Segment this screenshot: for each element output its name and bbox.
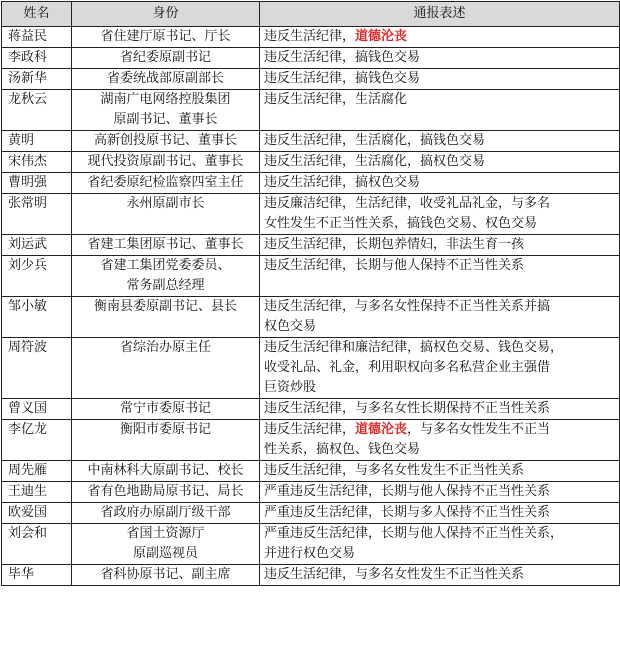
description-line bbox=[264, 235, 615, 255]
report-description bbox=[260, 235, 620, 256]
person-name: 刘会和 bbox=[2, 524, 72, 565]
description-text: 收受礼品、礼金，利用职权向多名私营企业主强借 bbox=[264, 360, 551, 375]
identity-line: 省纪委原纪检监察四室主任 bbox=[87, 175, 244, 190]
report-description bbox=[260, 297, 620, 338]
person-identity bbox=[72, 69, 260, 90]
description-line bbox=[264, 173, 615, 193]
person-name: 李亿龙 bbox=[2, 420, 72, 461]
table-row bbox=[2, 194, 620, 235]
report-description bbox=[260, 565, 620, 586]
table-row bbox=[2, 482, 620, 503]
header-row bbox=[2, 2, 620, 27]
identity-line: 省建工集团党委委员、 bbox=[100, 258, 231, 273]
identity-line: 中南林科大原副书记、校长 bbox=[87, 463, 244, 478]
table-row bbox=[2, 565, 620, 586]
identity-line: 省综治办原主任 bbox=[119, 340, 211, 355]
description-text: 违反生活纪律，与多名女性发生不正当性关系 bbox=[264, 567, 525, 582]
person-name: 李政科 bbox=[2, 48, 72, 69]
person-name: 毕华 bbox=[2, 565, 72, 586]
table-row bbox=[2, 69, 620, 90]
person-identity bbox=[72, 131, 260, 152]
description-text: 违反生活纪律，搞钱色交易 bbox=[264, 71, 421, 86]
report-description bbox=[260, 152, 620, 173]
description-line bbox=[264, 297, 615, 317]
description-line bbox=[264, 399, 615, 419]
description-text: 违反生活纪律，长期与他人保持不正当性关系 bbox=[264, 258, 525, 273]
table-row bbox=[2, 297, 620, 338]
person-identity bbox=[72, 482, 260, 503]
description-text: 严重违反生活纪律，长期与多人保持不正当性关系 bbox=[264, 505, 551, 520]
identity-line: 原副巡视员 bbox=[132, 546, 198, 561]
person-name: 汤新华 bbox=[2, 69, 72, 90]
person-name: 龙秋云 bbox=[2, 90, 72, 131]
report-description bbox=[260, 90, 620, 131]
identity-line: 省住建厅原书记、厅长 bbox=[100, 29, 231, 44]
description-text: 权色交易 bbox=[264, 319, 317, 334]
person-name: 刘运武 bbox=[2, 235, 72, 256]
identity-line: 省有色地勘局原书记、局长 bbox=[87, 484, 244, 499]
report-description bbox=[260, 69, 620, 90]
description-line bbox=[264, 317, 615, 337]
table-row bbox=[2, 399, 620, 420]
description-text: 违反廉洁纪律，生活纪律，收受礼品礼金，与多名 bbox=[264, 196, 551, 211]
report-description bbox=[260, 420, 620, 461]
description-text: 违反生活纪律，生活腐化，搞钱色交易 bbox=[264, 133, 486, 148]
identity-line: 省委统战部原副部长 bbox=[106, 71, 224, 86]
description-line bbox=[264, 565, 615, 585]
report-description bbox=[260, 256, 620, 297]
person-identity bbox=[72, 297, 260, 338]
report-description bbox=[260, 338, 620, 399]
person-identity bbox=[72, 420, 260, 461]
description-line bbox=[264, 256, 615, 276]
person-name: 周先雁 bbox=[2, 461, 72, 482]
description-line bbox=[264, 48, 615, 68]
description-line bbox=[264, 90, 615, 110]
table-row bbox=[2, 152, 620, 173]
disciplinary-report-table bbox=[1, 1, 620, 586]
person-identity bbox=[72, 524, 260, 565]
person-identity bbox=[72, 48, 260, 69]
person-identity bbox=[72, 399, 260, 420]
identity-line: 省科协原书记、副主席 bbox=[100, 567, 231, 582]
description-line bbox=[264, 482, 615, 502]
description-text: 违反生活纪律，与多名女性保持不正当性关系并搞 bbox=[264, 299, 551, 314]
description-line bbox=[264, 214, 615, 234]
description-text: 违反生活纪律，与多名女性发生不正当性关系 bbox=[264, 463, 525, 478]
report-description bbox=[260, 173, 620, 194]
description-line bbox=[264, 503, 615, 523]
description-text: 违反生活纪律，生活腐化，搞权色交易 bbox=[264, 154, 486, 169]
table-row bbox=[2, 48, 620, 69]
identity-line: 常宁市委原书记 bbox=[119, 401, 211, 416]
report-description bbox=[260, 503, 620, 524]
description-line bbox=[264, 131, 615, 151]
report-description bbox=[260, 461, 620, 482]
person-name: 刘少兵 bbox=[2, 256, 72, 297]
report-description bbox=[260, 27, 620, 48]
highlighted-phrase: 道德沦丧 bbox=[355, 29, 408, 44]
description-line bbox=[264, 69, 615, 89]
table-row bbox=[2, 338, 620, 399]
identity-line: 省国土资源厅 bbox=[126, 526, 205, 541]
header-description: 通报表述 bbox=[260, 2, 620, 27]
table-row bbox=[2, 461, 620, 482]
person-identity bbox=[72, 27, 260, 48]
description-text: 性关系，搞权色、钱色交易 bbox=[264, 442, 421, 457]
description-text: 严重违反生活纪律，长期与他人保持不正当性关系 bbox=[264, 484, 551, 499]
person-name: 曾义国 bbox=[2, 399, 72, 420]
report-description bbox=[260, 482, 620, 503]
person-name: 欧爱国 bbox=[2, 503, 72, 524]
description-line bbox=[264, 420, 615, 440]
table-row bbox=[2, 420, 620, 461]
person-identity bbox=[72, 503, 260, 524]
description-line bbox=[264, 440, 615, 460]
description-text: 违反生活纪律，搞权色交易 bbox=[264, 175, 421, 190]
description-text: 违反生活纪律，与多名女性长期保持不正当性关系 bbox=[264, 401, 551, 416]
identity-line: 衡阳市委原书记 bbox=[119, 422, 211, 437]
person-identity bbox=[72, 461, 260, 482]
description-text: 女性发生不正当性关系，搞钱色交易、权色交易 bbox=[264, 216, 538, 231]
identity-line: 湖南广电网络控股集团 bbox=[100, 92, 231, 107]
table-row bbox=[2, 256, 620, 297]
description-line bbox=[264, 338, 615, 358]
description-text: 巨资炒股 bbox=[264, 380, 317, 395]
identity-line: 省建工集团原书记、董事长 bbox=[87, 237, 244, 252]
table-row bbox=[2, 27, 620, 48]
identity-line: 省政府办原副厅级干部 bbox=[100, 505, 231, 520]
header-identity: 身份 bbox=[72, 2, 260, 27]
description-line bbox=[264, 194, 615, 214]
identity-line: 常务副总经理 bbox=[126, 278, 205, 293]
description-line bbox=[264, 358, 615, 378]
report-description bbox=[260, 194, 620, 235]
report-description bbox=[260, 524, 620, 565]
highlighted-phrase: 道德沦丧 bbox=[355, 422, 408, 437]
description-text: 严重违反生活纪律，长期与他人保持不正当性关系， bbox=[264, 526, 564, 541]
identity-line: 原副书记、董事长 bbox=[113, 112, 218, 127]
table-row bbox=[2, 173, 620, 194]
description-line bbox=[264, 27, 615, 47]
person-identity bbox=[72, 90, 260, 131]
description-text: 违反生活纪律，长期包养情妇，非法生育一孩 bbox=[264, 237, 525, 252]
person-name: 王迪生 bbox=[2, 482, 72, 503]
report-description bbox=[260, 399, 620, 420]
description-text: 违反生活纪律，搞钱色交易 bbox=[264, 50, 421, 65]
person-name: 邹小敏 bbox=[2, 297, 72, 338]
description-line bbox=[264, 524, 615, 544]
person-identity bbox=[72, 338, 260, 399]
person-name: 蒋益民 bbox=[2, 27, 72, 48]
identity-line: 衡南县委原副书记、县长 bbox=[93, 299, 237, 314]
description-text: 违反生活纪律，生活腐化 bbox=[264, 92, 408, 107]
table-row bbox=[2, 235, 620, 256]
table-row bbox=[2, 90, 620, 131]
description-line bbox=[264, 378, 615, 398]
description-line bbox=[264, 152, 615, 172]
person-identity bbox=[72, 152, 260, 173]
person-identity bbox=[72, 235, 260, 256]
report-description bbox=[260, 48, 620, 69]
person-identity bbox=[72, 565, 260, 586]
table-header bbox=[2, 2, 620, 27]
person-name: 张常明 bbox=[2, 194, 72, 235]
description-text: 违反生活纪律， bbox=[264, 422, 356, 437]
description-text: 并进行权色交易 bbox=[264, 546, 356, 561]
identity-line: 永州原副市长 bbox=[126, 196, 205, 211]
table-body bbox=[2, 27, 620, 586]
description-text: 违反生活纪律和廉洁纪律，搞权色交易、钱色交易， bbox=[264, 340, 564, 355]
description-line bbox=[264, 461, 615, 481]
person-name: 周符波 bbox=[2, 338, 72, 399]
identity-line: 现代投资原副书记、董事长 bbox=[87, 154, 244, 169]
report-description bbox=[260, 131, 620, 152]
identity-line: 高新创投原书记、董事长 bbox=[93, 133, 237, 148]
person-identity bbox=[72, 194, 260, 235]
table-row bbox=[2, 524, 620, 565]
description-text: ，与多名女性发生不正当 bbox=[407, 422, 551, 437]
identity-line: 省纪委原副书记 bbox=[119, 50, 211, 65]
header-name: 姓名 bbox=[2, 2, 72, 27]
person-identity bbox=[72, 256, 260, 297]
person-name: 黄明 bbox=[2, 131, 72, 152]
description-line bbox=[264, 544, 615, 564]
description-text: 违反生活纪律， bbox=[264, 29, 356, 44]
table-row bbox=[2, 503, 620, 524]
table-row bbox=[2, 131, 620, 152]
person-name: 宋伟杰 bbox=[2, 152, 72, 173]
person-name: 曹明强 bbox=[2, 173, 72, 194]
person-identity bbox=[72, 173, 260, 194]
